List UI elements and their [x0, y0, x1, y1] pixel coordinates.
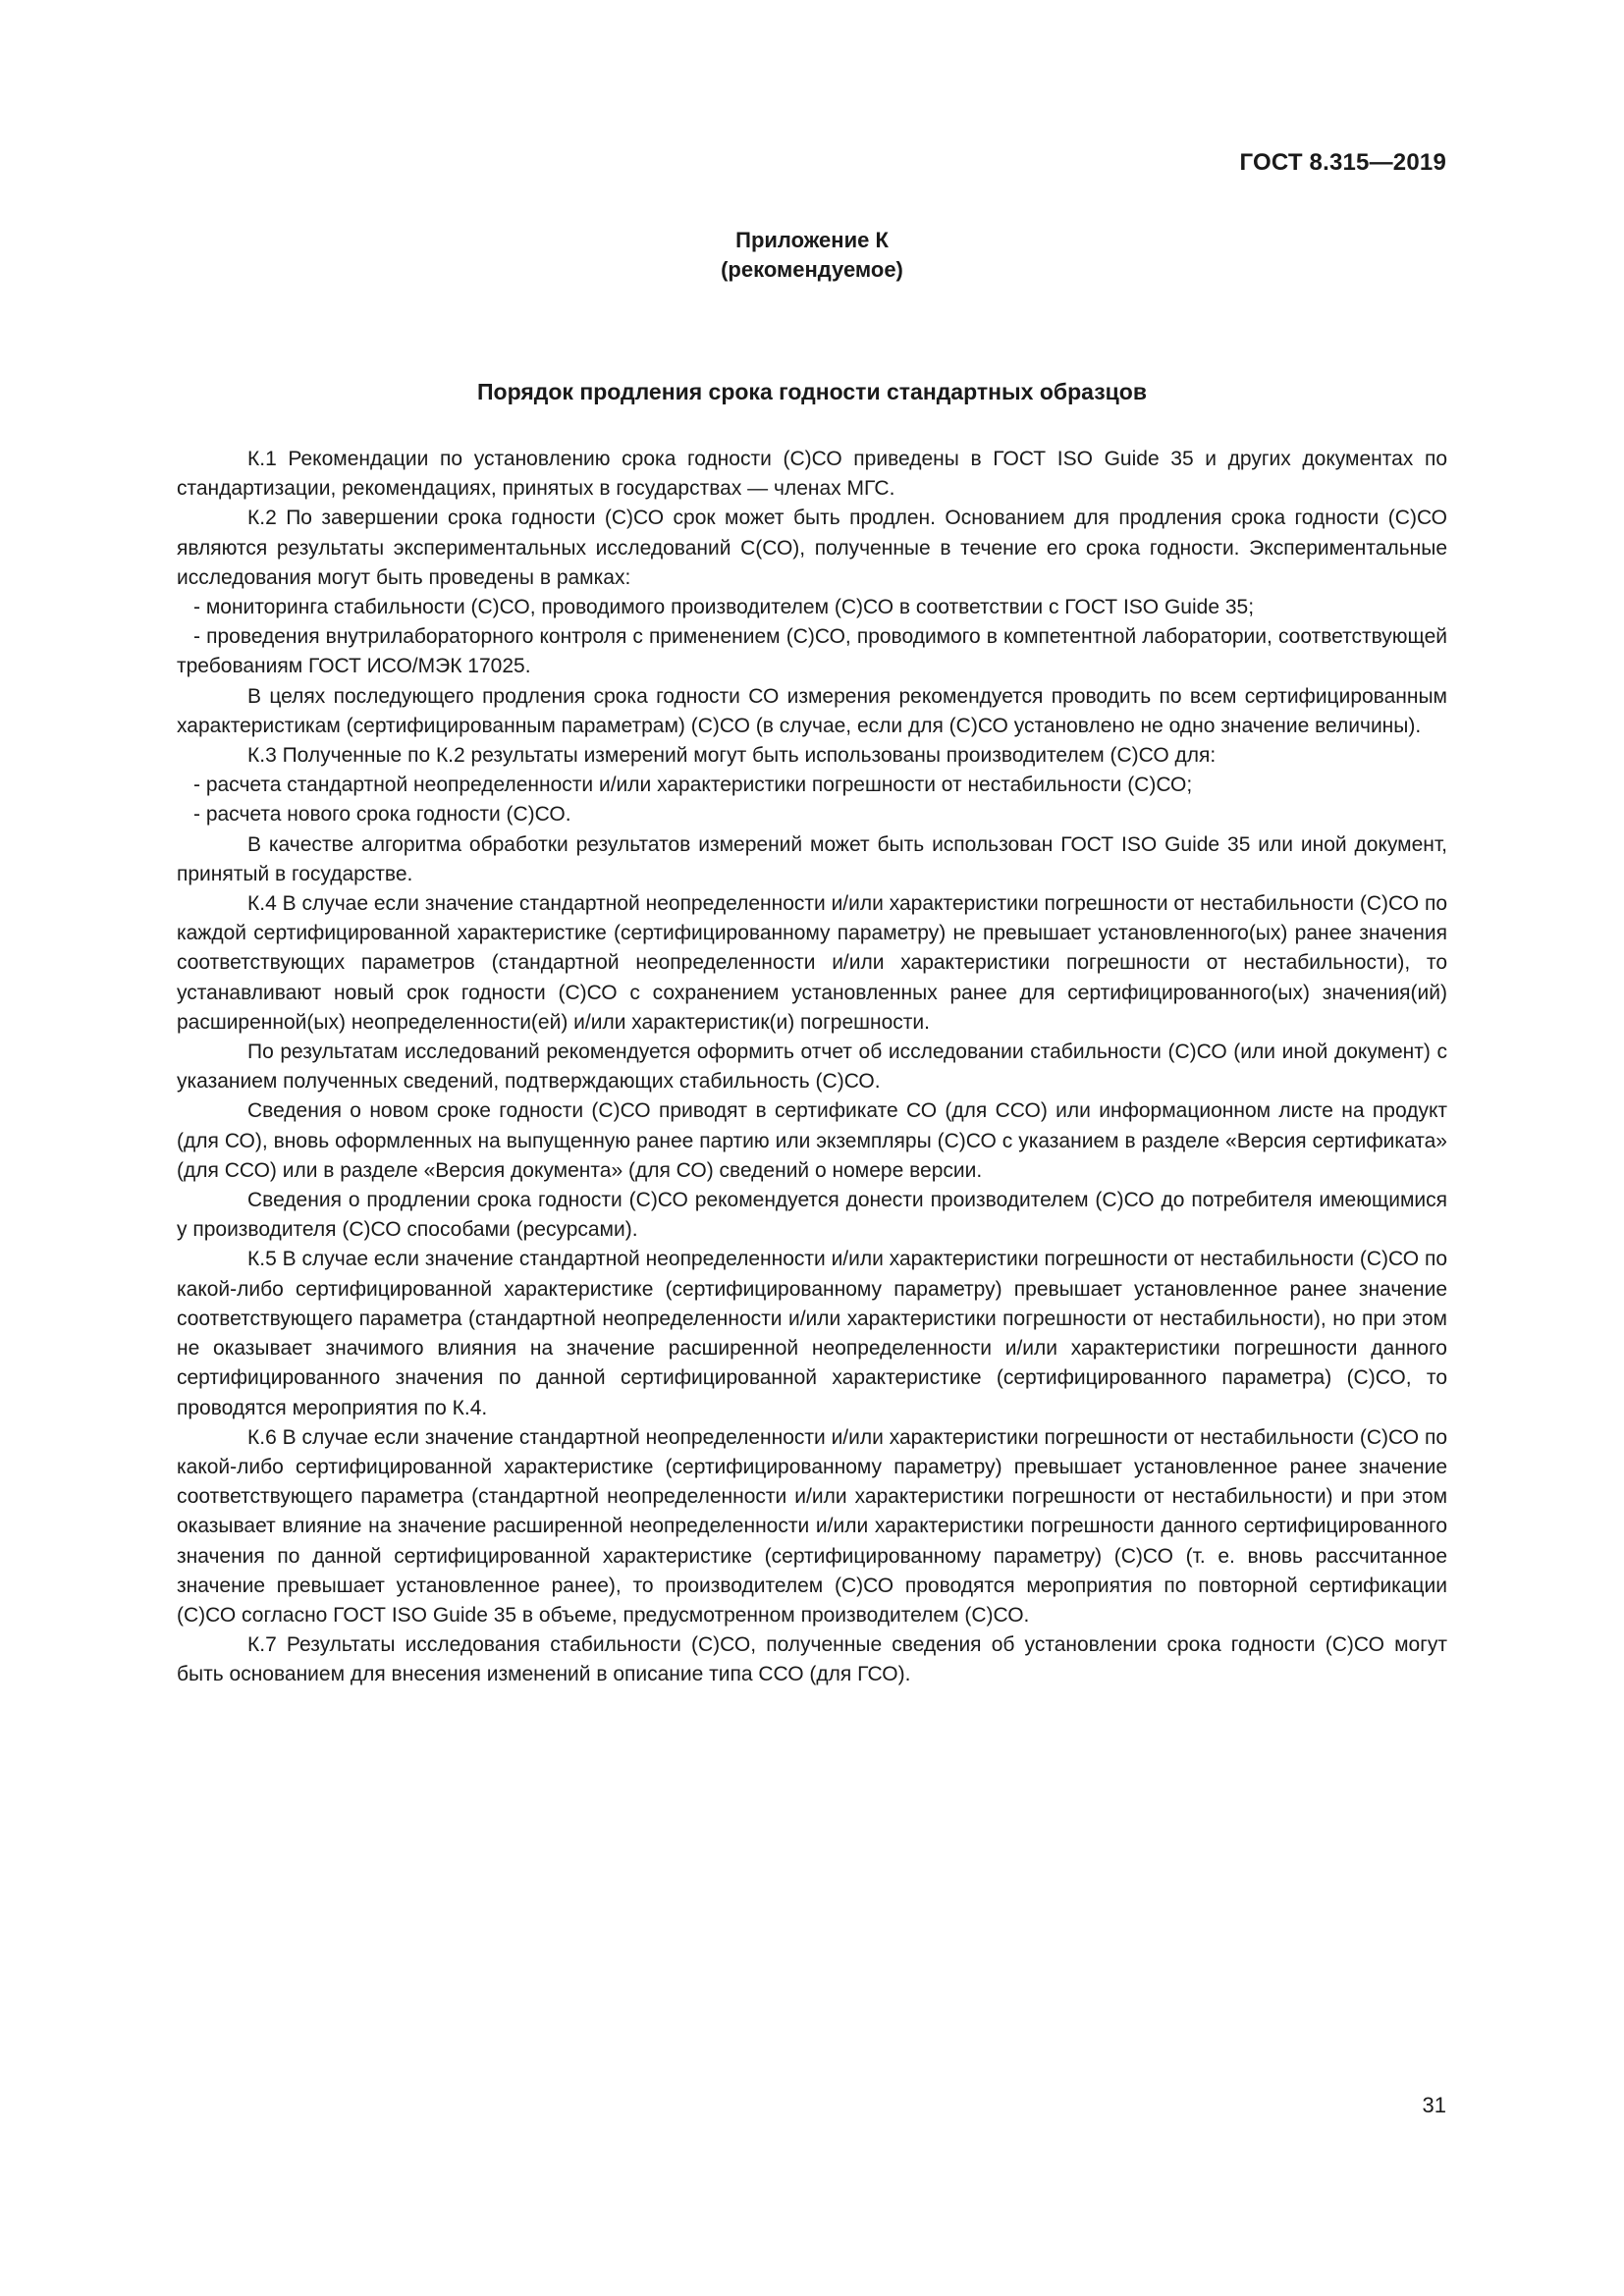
paragraph: По результатам исследований рекомендуется оформить отчет об исследовании стабильности (С)СО (или иной документ) с указанием полученных сведений, подтверждающих стабильность (С)СО. — [177, 1041, 1447, 1094]
paragraph-k4: К.4 В случае если значение стандартной неопределенности и/или характеристики погрешности от нестабильности (С)СО по каждой сертифицированной характеристике (сертифицированному параметру) не превышает установленного(ых) ранее значения соответствующих параметров (стандартной неопределенности и/или характеристики погрешности от нестабильности), то устанавливают новый срок годности (С)СО с сохранением установленных ранее для сертифицированного(ых) значения(ий) расширенной(ых) неопределенности(ей) и/или характеристик(и) погрешности. — [177, 892, 1447, 1034]
appendix-status: (рекомендуемое) — [721, 257, 903, 282]
paragraph: Сведения о продлении срока годности (С)СО рекомендуется донести производителем (С)СО до потребителя имеющимися у производителя (С)СО способами (ресурсами). — [177, 1189, 1447, 1242]
page-number: 31 — [1422, 2093, 1446, 2117]
paragraph: Сведения о новом сроке годности (С)СО приводят в сертификате СО (для ССО) или информационном листе на продукт (для СО), вновь оформленных на выпущенную ранее партию или экземпляры (С)СО с указанием в разделе «Версия сертификата» (для ССО) или в разделе «Версия документа» (для СО) сведений о номере версии. — [177, 1099, 1447, 1182]
paragraph-k5: К.5 В случае если значение стандартной неопределенности и/или характеристики погрешности от нестабильности (С)СО по какой-либо сертифицированной характеристике (сертифицированному параметру) превышает установленное ранее значение соответствующего параметра (стандартной неопределенности и/или характеристики погрешности от нестабильности), но при этом не оказывает значимого влияния на значение расширенной неопределенности и/или характеристики погрешности данного сертифицированного значения по данной сертифицированной характеристике (сертифицированного параметра) (С)СО, то проводятся мероприятия по К.4. — [177, 1248, 1447, 1419]
appendix-label: Приложение К — [735, 228, 889, 252]
paragraph-k2: К.2 По завершении срока годности (С)СО срок может быть продлен. Основанием для продления срока годности (С)СО являются результаты экспериментальных исследований С(СО), полученные в течение его срока годности. Экспериментальные исследования могут быть проведены в рамках: — [177, 507, 1447, 589]
list-item: - проведения внутрилабораторного контроля с применением (С)СО, проводимого в компетентной лаборатории, соответствующей требованиям ГОСТ ИСО/МЭК 17025. — [177, 625, 1447, 678]
paragraph: В качестве алгоритма обработки результатов измерений может быть использован ГОСТ ISO Guide 35 или иной документ, принятый в государстве. — [177, 832, 1447, 885]
list-item: - мониторинга стабильности (С)СО, проводимого производителем (С)СО в соответствии с ГОСТ ISO Guide 35; — [193, 596, 1255, 619]
paragraph-k7: К.7 Результаты исследования стабильности (С)СО, полученные сведения об установлении срока годности (С)СО могут быть основанием для внесения изменений в описание типа ССО (для ГСО). — [177, 1633, 1447, 1686]
paragraph: В целях последующего продления срока годности СО измерения рекомендуется проводить по всем сертифицированным характеристикам (сертифицированным параметрам) (С)СО (в случае, если для (С)СО установлено не одно значение величины). — [177, 684, 1447, 737]
paragraph-k6: К.6 В случае если значение стандартной неопределенности и/или характеристики погрешности от нестабильности (С)СО по какой-либо сертифицированной характеристике (сертифицированному параметру) превышает установленное ранее значение соответствующего параметра (стандартной неопределенности и/или характеристики погрешности от нестабильности) и при этом оказывает влияние на значение расширенной неопределенности и/или характеристики погрешности данного сертифицированного значения по данной сертифицированной характеристике (сертифицированному параметру) (С)СО (т. е. вновь рассчитанное значение превышает установленное ранее), то производителем (С)СО проводятся мероприятия по повторной сертификации (С)СО согласно ГОСТ ISO Guide 35 в объеме, предусмотренном производителем (С)СО. — [177, 1425, 1447, 1627]
section-title: Порядок продления срока годности стандартных образцов — [477, 379, 1147, 404]
paragraph-k3: К.3 Полученные по К.2 результаты измерений могут быть использованы производителем (С)СО для: — [247, 744, 1217, 768]
appendix-heading — [0, 226, 1624, 285]
paragraph-k1: К.1 Рекомендации по установлению срока годности (С)СО приведены в ГОСТ ISO Guide 35 и других документах по стандартизации, рекомендациях, принятых в государствах — членах МГС. — [177, 448, 1447, 501]
standard-code-header: ГОСТ 8.315—2019 — [1239, 149, 1446, 176]
list-item: - расчета стандартной неопределенности и/или характеристики погрешности от нестабильности (С)СО; — [193, 774, 1193, 797]
list-item: - расчета нового срока годности (С)СО. — [193, 803, 571, 827]
document-body — [177, 445, 1447, 1690]
